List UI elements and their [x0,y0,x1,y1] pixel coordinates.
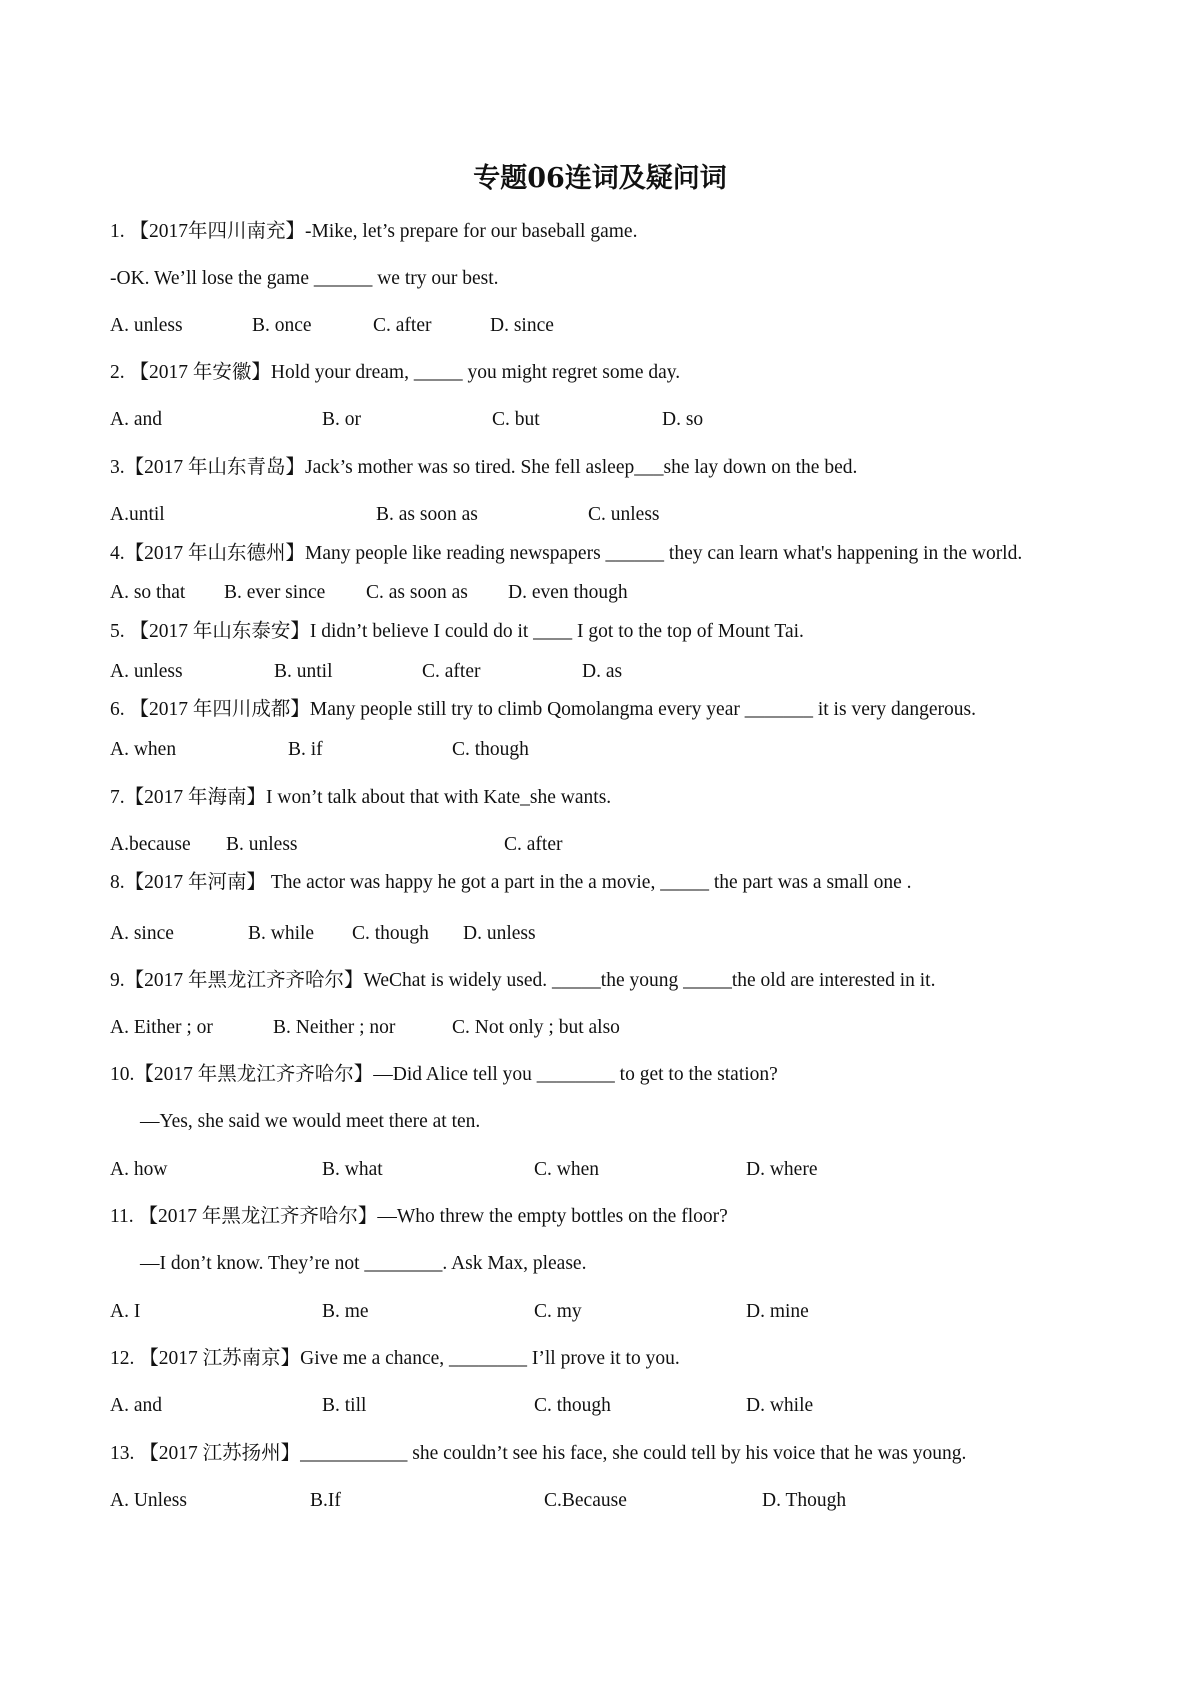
option-a: A. Unless [110,1490,187,1511]
option-c: C. when [534,1159,599,1180]
question-10-stem: 10.【2017 年黑龙江齐齐哈尔】—Did Alice tell you ________ to get to the station? [110,1064,778,1085]
option-b: B. if [288,739,323,760]
option-a: A. since [110,923,174,944]
option-a: A. when [110,739,177,760]
option-d: D. while [746,1395,814,1416]
option-c: C. after [504,834,563,855]
question-10-reply: —Yes, she said we would meet there at ten. [140,1111,481,1132]
option-a: A. I [110,1301,141,1322]
option-c: C. after [422,661,481,682]
question-9-stem: 9.【2017 年黑龙江齐齐哈尔】WeChat is widely used. _____the young _____the old are interested in it. [110,970,936,991]
question-3-stem: 3.【2017 年山东青岛】Jack’s mother was so tired. She fell asleep___she lay down on the bed. [110,457,858,478]
option-d: D. where [746,1159,818,1180]
option-b: B. me [322,1301,369,1322]
option-d: D. so [662,409,704,430]
question-4-stem: 4.【2017 年山东德州】Many people like reading newspapers ______ they can learn what's happening in the world. [110,543,1023,564]
question-2-stem: 2. 【2017 年安徽】Hold your dream, _____ you might regret some day. [110,362,681,383]
option-a: A. Either ; or [110,1017,213,1038]
option-c: C. though [452,739,529,760]
question-13-stem: 13. 【2017 江苏扬州】___________ she couldn’t see his face, she could tell by his voice that he was young. [110,1443,967,1464]
option-a: A.until [110,504,165,525]
option-b: B. while [248,923,315,944]
option-d: D. as [582,661,623,682]
question-7-stem: 7.【2017 年海南】I won’t talk about that with Kate_she wants. [110,787,612,808]
page-title: 专题06连词及疑问词 [473,163,727,194]
option-c: C. after [373,315,432,336]
option-d: D. since [490,315,554,336]
option-b: B. ever since [224,582,326,603]
question-1-stem: 1. 【2017年四川南充】-Mike, let’s prepare for our baseball game. [110,221,638,242]
option-d: D. mine [746,1301,809,1322]
option-c: C. though [534,1395,611,1416]
option-a: A.because [110,834,191,855]
question-6-stem: 6. 【2017 年四川成都】Many people still try to climb Qomolangma every year _______ it is very dangerous. [110,699,976,720]
option-d: D. even though [508,582,628,603]
option-b: B. until [274,661,333,682]
option-c: C. unless [588,504,660,525]
option-a: A. unless [110,315,183,336]
question-8-stem: 8.【2017 年河南】 The actor was happy he got a part in the a movie, _____ the part was a small one . [110,872,912,893]
option-c: C.Because [544,1490,627,1511]
option-b: B. once [252,315,312,336]
option-a: A. unless [110,661,183,682]
question-5-stem: 5. 【2017 年山东泰安】I didn’t believe I could do it ____ I got to the top of Mount Tai. [110,621,804,642]
option-c: C. my [534,1301,582,1322]
question-11-reply: —I don’t know. They’re not ________. Ask Max, please. [140,1253,587,1274]
option-c: C. though [352,923,429,944]
option-a: A. so that [110,582,186,603]
option-b: B.If [310,1490,341,1511]
option-a: A. and [110,1395,162,1416]
option-d: D. Though [762,1490,847,1511]
option-d: D. unless [463,923,536,944]
option-c: C. but [492,409,540,430]
option-b: B. Neither ; nor [273,1017,396,1038]
option-b: B. or [322,409,361,430]
option-b: B. what [322,1159,383,1180]
question-1-reply: -OK. We’ll lose the game ______ we try our best. [110,268,499,289]
option-b: B. as soon as [376,504,478,525]
option-a: A. and [110,409,162,430]
option-c: C. Not only ; but also [452,1017,620,1038]
option-b: B. till [322,1395,367,1416]
question-11-stem: 11. 【2017 年黑龙江齐齐哈尔】—Who threw the empty bottles on the floor? [110,1206,728,1227]
option-b: B. unless [226,834,298,855]
question-12-stem: 12. 【2017 江苏南京】Give me a chance, ________ I’ll prove it to you. [110,1348,680,1369]
option-a: A. how [110,1159,168,1180]
option-c: C. as soon as [366,582,468,603]
